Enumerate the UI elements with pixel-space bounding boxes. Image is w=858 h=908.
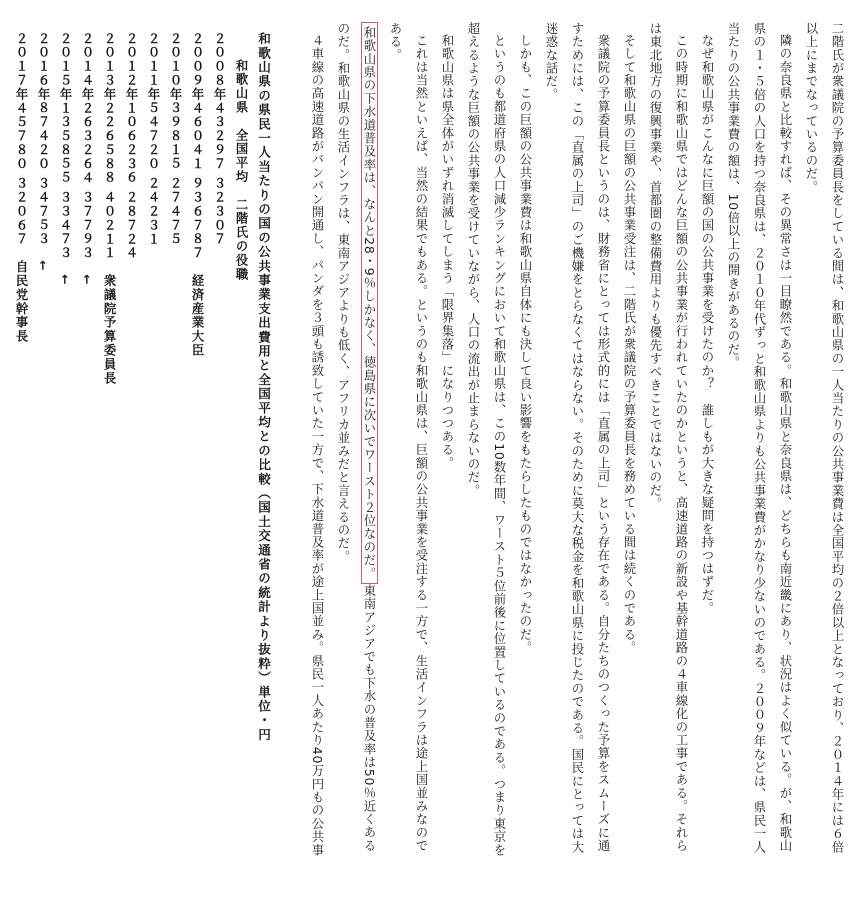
paragraph: これは当然といえば、当然の結果でもある。というのも和歌山県は、巨額の公共事業を受注する一方で、生活インフラは途上国並みなのである。	[388, 22, 429, 853]
row-year: ２０１３年	[102, 32, 116, 102]
paragraph-text: 東南アジアでも下水の普及率は50％近くあるのだ。和歌山県の生活インフラは、東南アジアよりも低く、アフリカ並みだと言えるのだ。	[336, 22, 377, 853]
row-wakayama-value: ２６３２６４	[80, 101, 94, 185]
table-row	[10, 32, 32, 832]
paragraph: しかも、この巨額の公共事業費は和歌山県自体にも決して良い影響をもたらしたものではなかったのだ。	[518, 34, 533, 655]
row-role: ←	[36, 246, 50, 273]
table-row	[76, 32, 98, 832]
row-national-value: ２４２３１	[146, 171, 160, 247]
row-year: ２０１０年	[168, 32, 182, 102]
row-national-value: ３２０６７	[14, 171, 28, 247]
table-row	[32, 32, 54, 832]
paragraph: そして和歌山県の巨額の公共事業受注は、二階氏が衆議院の予算委員長を務めている間は続くのである。	[622, 34, 637, 655]
row-year: ２０１２年	[124, 32, 138, 102]
statistics-table	[6, 32, 274, 832]
paragraph: というのも都道府県の人口減少ランキングにおいて和歌山県は、この10数年間、ワースト５位前後に位置しているのである。つまり東京を超えるような巨額の公共事業を受けていながら、人口の流出が止まらないのだ。	[466, 22, 507, 857]
row-wakayama-value: ５４７２０	[146, 101, 160, 171]
paragraph: 和歌山県は県全体がいずれ消滅してしまう「限界集落」になりつつある。	[440, 34, 455, 470]
row-national-value: ３２３０７	[212, 171, 226, 247]
row-wakayama-value: ８７４２０	[36, 101, 50, 171]
row-year: ２０１４年	[80, 32, 94, 102]
row-role: 衆議院予算委員長	[102, 260, 116, 386]
row-wakayama-value: ４６０４１	[190, 101, 204, 171]
body-text	[302, 22, 850, 862]
row-role: ←	[80, 260, 94, 287]
row-wakayama-value: ４５７８０	[14, 101, 28, 171]
row-year: ２０１７年	[14, 32, 28, 102]
row-role: ←	[58, 260, 72, 287]
table-row	[208, 32, 230, 832]
row-national-value: ３４７５３	[36, 171, 50, 247]
table-header: 和歌山県 全国平均 二階氏の役職	[234, 59, 248, 282]
paragraph: なぜ和歌山県がこんなに巨額の国の公共事業を受けたのか？ 誰しもが大きな疑問を持つはずだ。	[700, 34, 715, 616]
row-year: ２０１６年	[36, 32, 50, 102]
row-national-value: ３３４７３	[58, 184, 72, 261]
row-national-value: ２７４７５	[168, 171, 182, 247]
paragraph: 二階氏が衆議院の予算委員長をしている間は、和歌山県の一人当たりの公共事業費は全国平均の２倍以上となっており、２０１４年には６倍以上にまでなっているのだ。	[804, 22, 845, 854]
row-year: ２００８年	[212, 32, 226, 102]
paragraph: ４車線の高速道路がバンバン開通し、パンダを３頭も誘致していた一方で、下水道普及率が途上国並み。県民一人あたり40万円もの公共事	[310, 34, 325, 857]
table-row	[164, 32, 186, 832]
table-row	[54, 32, 76, 832]
row-national-value: ９３６７８７	[190, 171, 204, 261]
paragraph	[330, 22, 382, 862]
paragraph: 隣の奈良県と比較すれば、その異常さは一目瞭然である。和歌山県と奈良県は、どちらも南近畿にあり、状況はよく似ている。が、和歌山県の１・５倍の人口を持つ奈良県は、２０１０年代ずっと和歌山県よりも公共事業費がかなり少ないのである。２００９年などは、県民一人当たりの公共事業費の額は、10倍以上の開きがあるのだ。	[726, 22, 793, 854]
row-year: ２０１５年	[58, 32, 72, 102]
table-title: 和歌山県の県民一人当たりの国の公共事業支出費用と全国平均との比較（国土交通省の統計より抜粋）単位・円	[256, 32, 271, 742]
row-role: 経済産業大臣	[190, 260, 204, 358]
row-national-value: ２８７２４	[124, 184, 138, 261]
table-row	[142, 32, 164, 832]
highlighted-sentence: 和歌山県の下水道普及率は、なんと28・9％しかなく、徳島県に次いでワースト２位なのだ。	[361, 22, 378, 584]
row-wakayama-value: １３５８５５	[58, 101, 72, 185]
row-year: ２０１１年	[146, 32, 160, 102]
row-wakayama-value: ２２６５８８	[102, 101, 116, 185]
row-year: ２００９年	[190, 32, 204, 102]
paragraph: この時期に和歌山県ではどんな巨額の公共事業が行われていたのかというと、高速道路の新設や基幹道路の４車線化の工事である。それらは東北地方の復興事業や、首都圏の整備費用よりも優先すべきことではないのだ。	[648, 22, 689, 853]
paragraph: 衆議院の予算委員長というのは、財務省にとっては形式的には「直属の上司」という存在である。自分たちのつくった予算をスムーズに通すためには、この「直属の上司」のご機嫌をとらなくてはならない。そのために莫大な税金を和歌山県に投じたのである。国民にとっては大迷惑な話だ。	[544, 22, 611, 854]
row-wakayama-value: １０６２３６	[124, 101, 138, 185]
row-role: 自民党幹事長	[14, 246, 28, 344]
row-wakayama-value: ４３２９７	[212, 101, 226, 171]
row-national-value: ３７７９３	[80, 184, 94, 261]
row-national-value: ４０２１１	[102, 184, 116, 261]
table-row	[186, 32, 208, 832]
table-row	[120, 32, 142, 832]
table-row	[98, 32, 120, 832]
row-wakayama-value: ３９８１５	[168, 101, 182, 171]
